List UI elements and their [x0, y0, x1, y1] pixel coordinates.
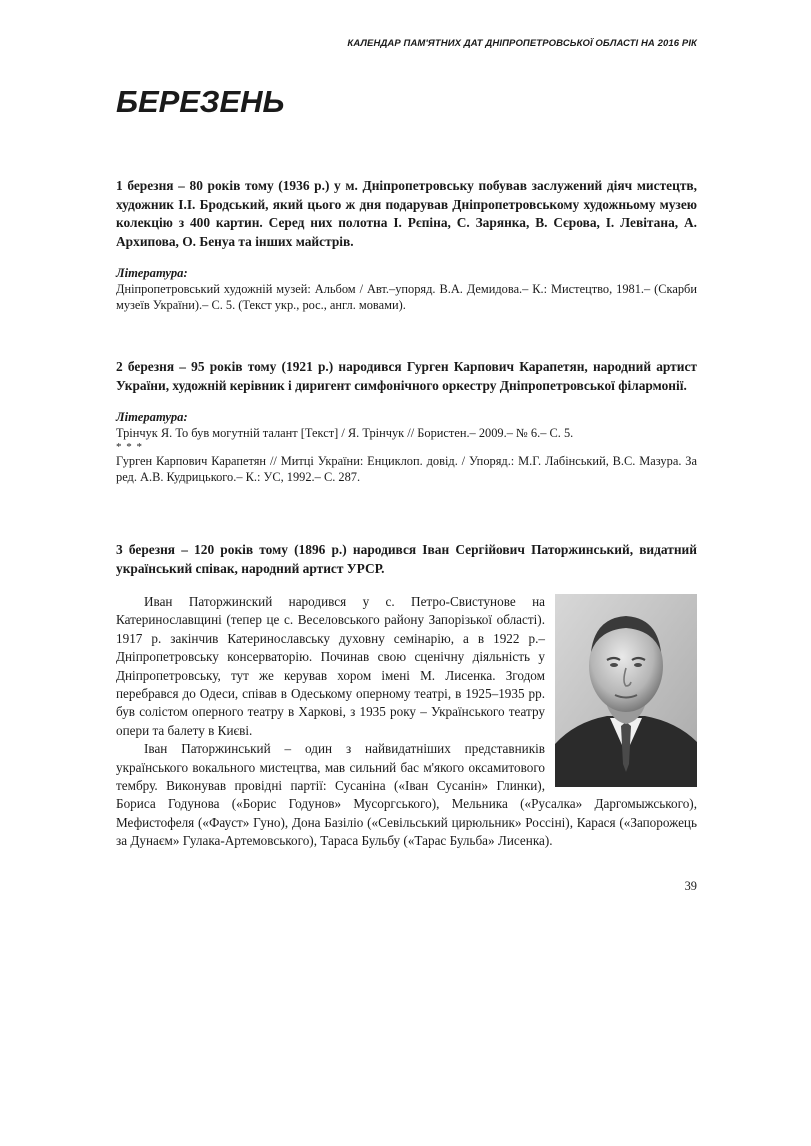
- article-body: [116, 593, 697, 851]
- month-title: БЕРЕЗЕНЬ: [116, 84, 285, 119]
- literature-item: Дніпропетровський художній музей: Альбом / Авт.–упоряд. В.А. Демидова.– К.: Мистецтво, 1981.– (Скарби музеїв України).– С. 5. (Текст укр., рос., англ. мовами).: [116, 282, 697, 312]
- entry-march-1: [116, 177, 697, 313]
- literature-label: Література:: [116, 410, 188, 424]
- literature-label: Література:: [116, 266, 188, 280]
- entry-heading: 2 березня – 95 років тому (1921 р.) народився Гурген Карпович Карапетян, народний артист України, художній керівник і диригент симфонічного оркестру Дніпропетровської філармонії.: [116, 359, 697, 393]
- page-number: 39: [684, 879, 697, 893]
- separator-stars: * * *: [116, 441, 143, 453]
- running-header: КАЛЕНДАР ПАМ'ЯТНИХ ДАТ ДНІПРОПЕТРОВСЬКОЇ ОБЛАСТІ НА 2016 РІК: [347, 38, 697, 49]
- photo-wrap-space: [545, 593, 697, 790]
- literature-item: Трінчук Я. То був могутній талант [Текст] / Я. Трінчук // Бористен.– 2009.– № 6.– С. 5.: [116, 426, 574, 440]
- body-paragraph: Иван Паторжинский народився у с. Петро-Свистунове на Катеринославщині (тепер це с. Веселовського району Запорізької області). 1917 р. закінчив Катеринославську духовну семінарію, а в 1922 р.– Дніпропетровську консерваторію. Починав свою сценічну діяльність у Дніпропетровську, тут же керував хором імені М. Лисенка. Згодом перебрався до Одеси, співав в Одеському оперному театрі, в 1925–1935 рр. був солістом оперного театру в Харкові, з 1935 року – Українського театру опери та балету в Києві.: [116, 594, 545, 738]
- entry-heading: 3 березня – 120 років тому (1896 р.) народився Іван Сергійович Паторжинський, видатний український співак, народний артист УРСР.: [116, 542, 697, 576]
- entry-heading: 1 березня – 80 років тому (1936 р.) у м. Дніпропетровську побував заслужений діяч мистецтв, художник І.І. Бродський, який цього ж дня подарував Дніпропетровському художньому музею колекцію з 400 картин. Серед них полотна І. Рєпіна, С. Зарянка, В. Сєрова, І. Левітана, А. Архипова, О. Бенуа та інших майстрів.: [116, 178, 697, 249]
- entry-march-2: [116, 358, 697, 485]
- body-paragraph: Іван Паторжинський – один з найвидатніших представників українського вокального мистецтва, мав сильний бас м'якого оксамитового тембру. Виконував провідні партії: Сусаніна («Іван Сусанін» Глинки), Бориса Годунова («Борис Годунов» Мусоргського), Мельника («Русалка» Даргомыжського), Мефистофеля («Фауст» Гуно), Дона Базіліо («Севільський цирюльник» Россіні), Карася («Запорожець за Дунаєм» Гулака-Артемовського), Тараса Бульбу («Тарас Бульба» Лисенка).: [116, 741, 697, 849]
- entry-march-3: [116, 541, 697, 578]
- literature-item: Гурген Карпович Карапетян // Митці України: Енциклоп. довід. / Упоряд.: М.Г. Лабінський, В.С. Мазура. За ред. А.В. Кудрицького.– К.: УС, 1992.– С. 287.: [116, 454, 697, 484]
